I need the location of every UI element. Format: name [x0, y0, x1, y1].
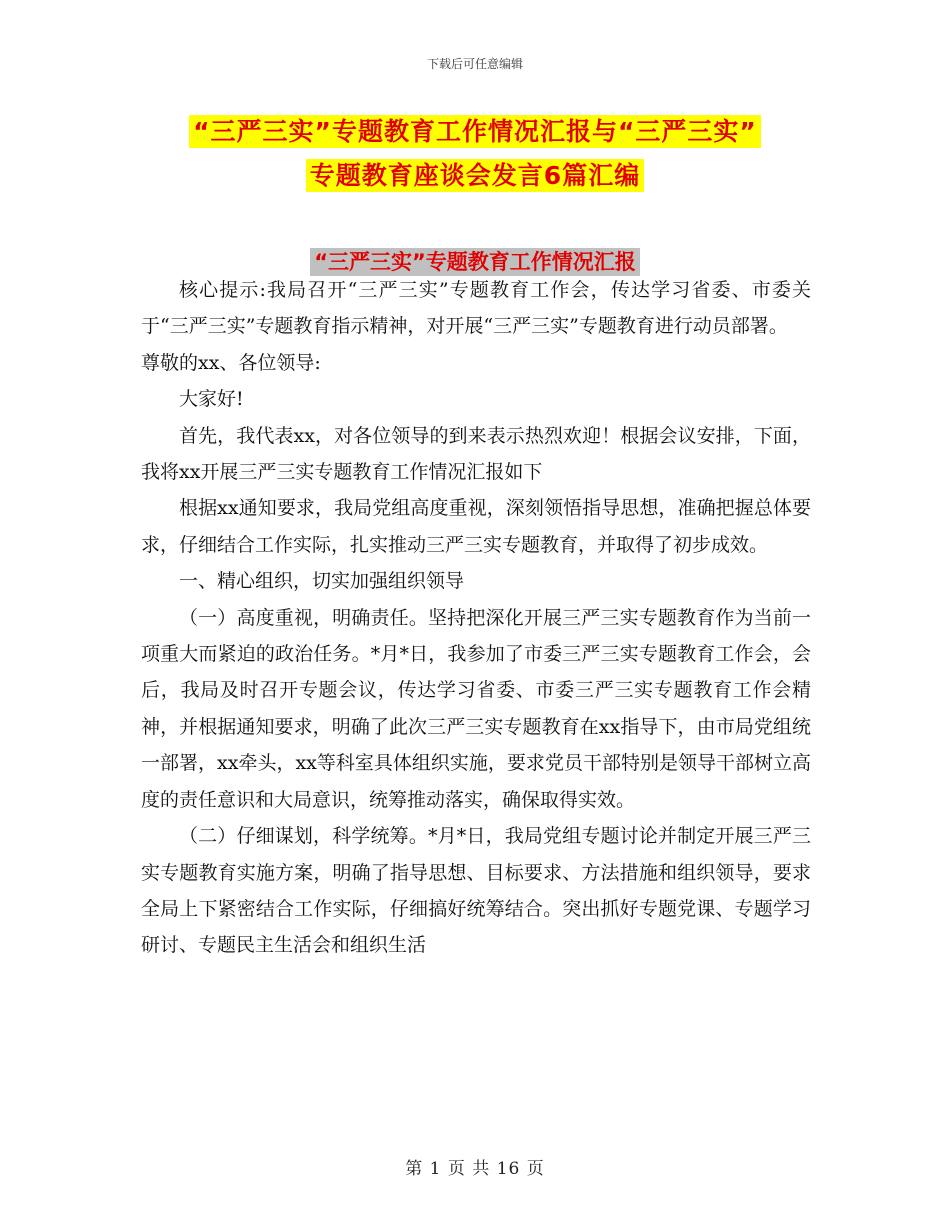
header-note: 下载后可任意编辑: [426, 57, 523, 71]
page-footer: 第 1 页 共 16 页: [405, 1159, 545, 1179]
body-text: [141, 272, 811, 964]
document-title-line-2: [0, 156, 950, 192]
section-title-text: “三严三实”专题教育工作情况汇报: [310, 248, 640, 276]
document-title-line-1: [0, 112, 950, 148]
paragraph-greeting: 大家好!: [179, 388, 244, 411]
paragraph-core-summary: 核心提示:我局召开“三严三实”专题教育工作会，传达学习省委、市委关于“三严三实”专题教育指示精神，对开展“三严三实”专题教育进行动员部署。: [141, 279, 811, 338]
paragraph-heading-1: 一、精心组织，切实加强组织领导: [179, 570, 465, 593]
title-line-2-text: 专题教育座谈会发言6篇汇编: [306, 159, 644, 192]
paragraph-intro: 根据xx通知要求，我局党组高度重视，深刻领悟指导思想，准确把握总体要求，仔细结合工作实际，扎实推动三严三实专题教育，并取得了初步成效。: [141, 497, 811, 556]
title-line-1-text: “三严三实”专题教育工作情况汇报与“三严三实”: [189, 115, 761, 148]
paragraph-welcome: 首先，我代表xx，对各位领导的到来表示热烈欢迎！根据会议安排，下面，我将xx开展三严三实专题教育工作情况汇报如下: [141, 424, 811, 484]
paragraph-item-2: （二）仔细谋划，科学统筹。*月*日，我局党组专题讨论并制定开展三严三实专题教育实施方案，明确了指导思想、目标要求、方法措施和组织领导，要求全局上下紧密结合工作实际，仔细搞好统筹结合。突出抓好专题党课、专题学习研讨、专题民主生活会和组织生活: [141, 825, 811, 957]
paragraph-salutation: 尊敬的xx、各位领导:: [141, 351, 321, 374]
paragraph-item-1: （一）高度重视，明确责任。坚持把深化开展三严三实专题教育作为当前一项重大而紧迫的政治任务。*月*日，我参加了市委三严三实专题教育工作会，会后，我局及时召开专题会议，传达学习省委、市委三严三实专题教育工作会精神，并根据通知要求，明确了此次三严三实专题教育在xx指导下，由市局党组统一部署，xx牵头，xx等科室具体组织实施，要求党员干部特别是领导干部树立高度的责任意识和大局意识，统筹推动落实，确保取得实效。: [141, 606, 811, 811]
